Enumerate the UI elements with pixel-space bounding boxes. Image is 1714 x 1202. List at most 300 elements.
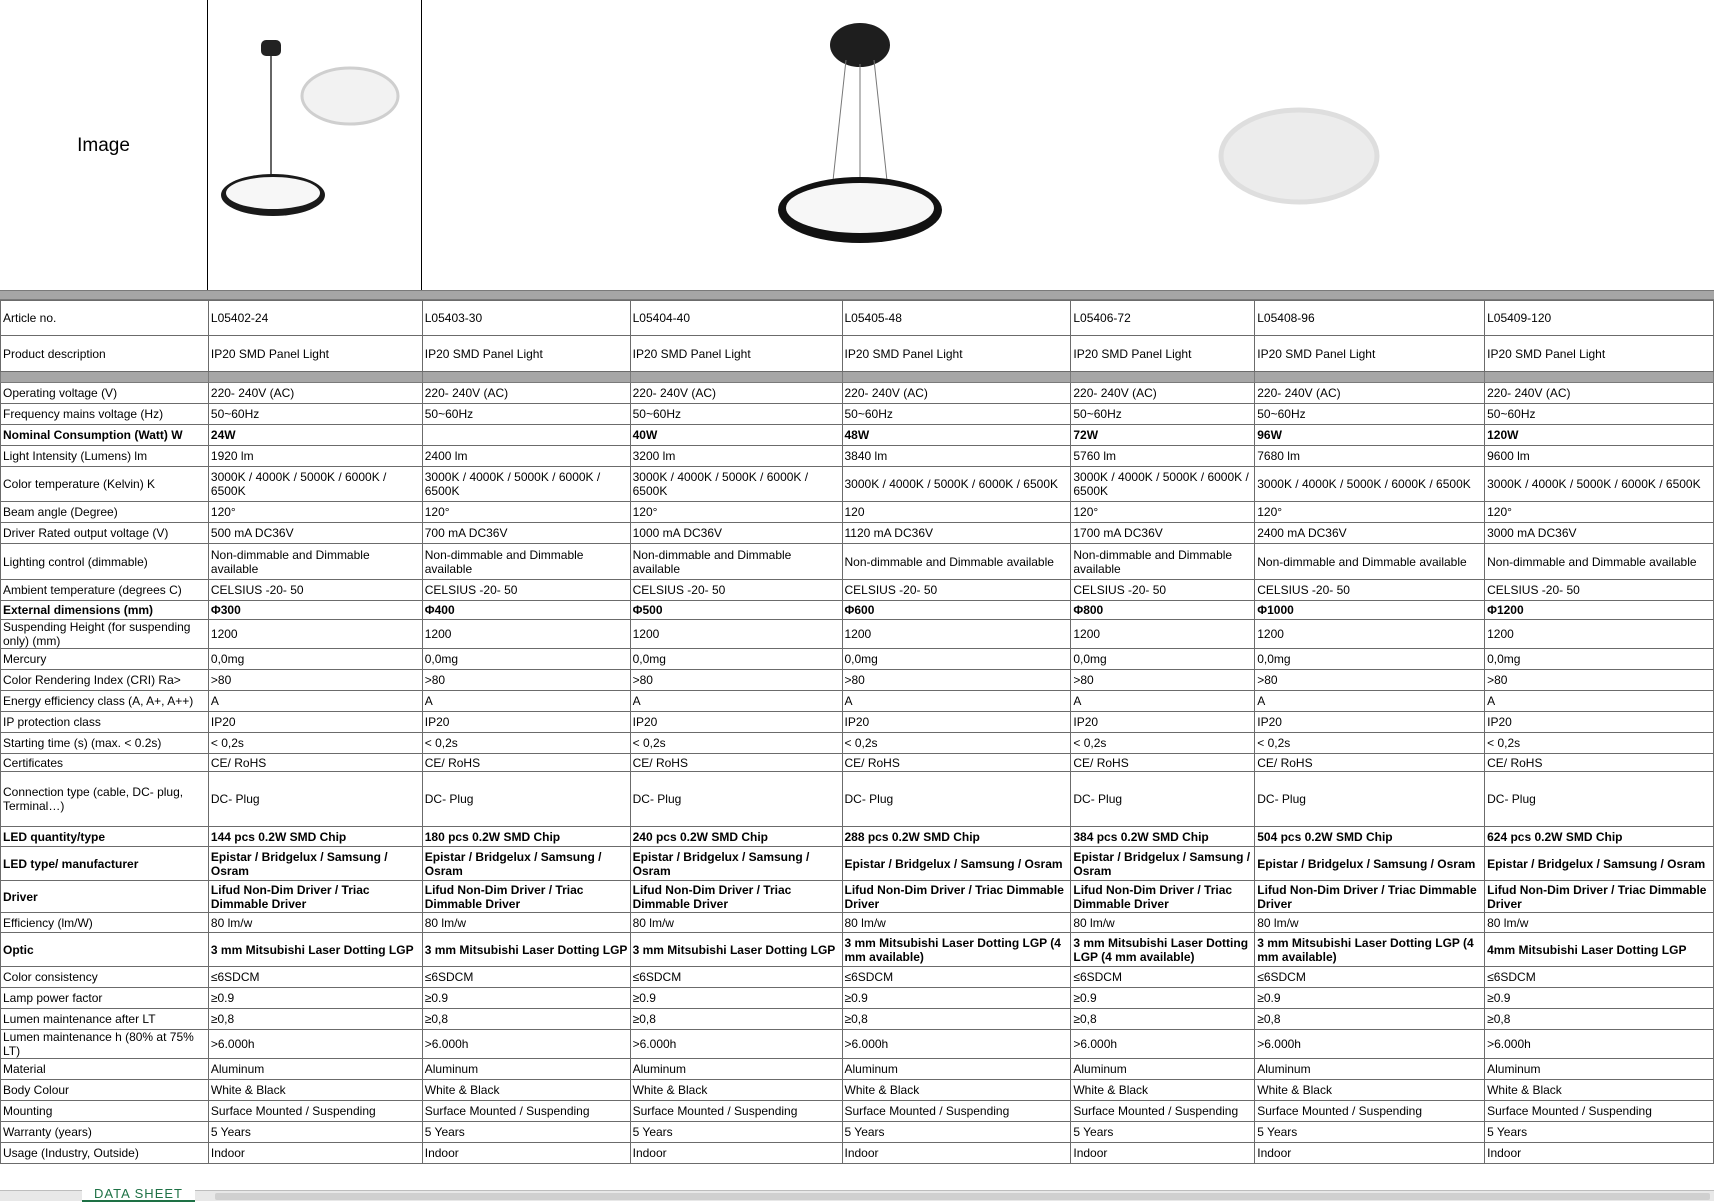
suspension-wire [874,60,888,190]
separator-cell [1,372,209,383]
spec-cell[interactable]: ≥0,8 [630,1009,842,1030]
spec-cell[interactable]: Non-dimmable and Dimmable available [422,544,630,580]
spec-cell[interactable]: 220- 240V (AC) [1485,383,1714,404]
spec-row-desc [1,336,1714,372]
spec-cell[interactable]: L05404-40 [630,301,842,336]
spec-cell[interactable]: 5 Years [1071,1122,1255,1143]
spec-cell[interactable]: ≥0.9 [422,988,630,1009]
spec-cell[interactable]: < 0,2s [1071,733,1255,754]
spec-cell[interactable]: 0,0mg [1485,649,1714,670]
row-label[interactable]: External dimensions (mm) [1,601,209,620]
spec-cell[interactable]: >80 [842,670,1071,691]
spec-cell[interactable]: White & Black [1485,1080,1714,1101]
spec-cell[interactable]: 5 Years [630,1122,842,1143]
spec-cell[interactable]: >6.000h [1255,1030,1485,1059]
spec-cell[interactable]: IP20 SMD Panel Light [422,336,630,372]
spec-cell[interactable]: 0,0mg [208,649,422,670]
spec-cell[interactable]: 40W [630,425,842,446]
spec-cell[interactable]: 220- 240V (AC) [1071,383,1255,404]
spec-cell[interactable]: Lifud Non-Dim Driver / Triac Dimmable Driver [1485,881,1714,913]
spec-cell[interactable]: >6.000h [1071,1030,1255,1059]
spec-cell[interactable]: IP20 SMD Panel Light [208,336,422,372]
spec-cell[interactable]: Lifud Non-Dim Driver / Triac Dimmable Driver [1255,881,1485,913]
spec-cell[interactable]: 2400 lm [422,446,630,467]
spec-cell[interactable]: White & Black [1071,1080,1255,1101]
spec-cell[interactable]: ≤6SDCM [1255,967,1485,988]
spec-cell[interactable]: Lifud Non-Dim Driver / Triac Dimmable Driver [630,881,842,913]
spec-row-usage [1,1143,1714,1164]
spec-cell[interactable]: Φ1200 [1485,601,1714,620]
spec-cell[interactable]: 3 mm Mitsubishi Laser Dotting LGP [630,933,842,967]
tab-data-sheet[interactable]: DATA SHEET [82,1186,195,1202]
spec-cell[interactable]: L05406-72 [1071,301,1255,336]
spec-cell[interactable]: 80 lm/w [630,913,842,933]
spec-cell[interactable]: ≤6SDCM [422,967,630,988]
spec-cell[interactable]: 50~60Hz [1485,404,1714,425]
spec-cell[interactable]: 0,0mg [630,649,842,670]
row-label[interactable]: Operating voltage (V) [1,383,209,404]
spec-cell[interactable]: Aluminum [422,1059,630,1080]
row-label[interactable]: Ambient temperature (degrees C) [1,580,209,601]
spec-row-ledqty [1,827,1714,847]
spec-cell[interactable]: Surface Mounted / Suspending [1485,1101,1714,1122]
spec-cell[interactable]: 1920 lm [208,446,422,467]
separator-cell [422,372,630,383]
spec-cell[interactable]: L05402-24 [208,301,422,336]
section-separator [0,290,1714,300]
spec-row-dims [1,601,1714,620]
spec-cell[interactable]: CELSIUS -20- 50 [1485,580,1714,601]
spec-cell[interactable]: 0,0mg [1255,649,1485,670]
spec-row-susp [1,620,1714,649]
row-label[interactable]: Color temperature (Kelvin) K [1,467,209,502]
spec-cell[interactable]: Epistar / Bridgelux / Samsung / Osram [422,847,630,881]
spec-cell[interactable]: 220- 240V (AC) [422,383,630,404]
spec-cell[interactable]: Indoor [630,1143,842,1164]
spec-cell[interactable]: 72W [1071,425,1255,446]
spec-cell[interactable]: Φ500 [630,601,842,620]
spec-cell[interactable]: Epistar / Bridgelux / Samsung / Osram [630,847,842,881]
spec-cell[interactable]: DC- Plug [422,772,630,827]
row-label[interactable]: Warranty (years) [1,1122,209,1143]
spec-cell[interactable]: 5760 lm [1071,446,1255,467]
spec-cell[interactable]: 50~60Hz [842,404,1071,425]
spec-cell[interactable]: 3 mm Mitsubishi Laser Dotting LGP [208,933,422,967]
row-label[interactable]: Color consistency [1,967,209,988]
spec-cell[interactable]: L05408-96 [1255,301,1485,336]
row-label[interactable]: Connection type (cable, DC- plug, Terminal…) [1,772,209,827]
spec-cell[interactable]: 3200 lm [630,446,842,467]
spec-cell[interactable]: CE/ RoHS [208,754,422,772]
spec-cell[interactable]: Epistar / Bridgelux / Samsung / Osram [1485,847,1714,881]
spec-cell[interactable]: 220- 240V (AC) [842,383,1071,404]
spec-cell[interactable]: 700 mA DC36V [422,523,630,544]
spec-cell[interactable]: < 0,2s [1485,733,1714,754]
spec-cell[interactable]: A [842,691,1071,712]
row-label[interactable]: Lumen maintenance after LT [1,1009,209,1030]
spec-cell[interactable] [422,425,630,446]
spec-cell[interactable]: 7680 lm [1255,446,1485,467]
spec-cell[interactable]: DC- Plug [1485,772,1714,827]
spec-table [0,300,1714,1164]
spec-cell[interactable]: Φ600 [842,601,1071,620]
spec-cell[interactable]: >6.000h [422,1030,630,1059]
spec-cell[interactable]: Non-dimmable and Dimmable available [1485,544,1714,580]
spec-cell[interactable]: Aluminum [842,1059,1071,1080]
spec-cell[interactable]: IP20 [842,712,1071,733]
spec-cell[interactable]: Aluminum [630,1059,842,1080]
spec-cell[interactable]: CELSIUS -20- 50 [630,580,842,601]
spec-cell[interactable]: IP20 [630,712,842,733]
spec-cell[interactable]: IP20 SMD Panel Light [1255,336,1485,372]
spec-cell[interactable]: 120° [630,502,842,523]
spec-cell[interactable]: White & Black [208,1080,422,1101]
row-label[interactable]: Energy efficiency class (A, A+, A++) [1,691,209,712]
spec-cell[interactable]: 80 lm/w [1255,913,1485,933]
spec-cell[interactable]: Surface Mounted / Suspending [1071,1101,1255,1122]
separator-cell [208,372,422,383]
spec-cell[interactable]: Lifud Non-Dim Driver / Triac Dimmable Driver [208,881,422,913]
spec-cell[interactable]: Surface Mounted / Suspending [208,1101,422,1122]
spec-cell[interactable]: < 0,2s [208,733,422,754]
row-label[interactable]: Mounting [1,1101,209,1122]
spec-cell[interactable]: 384 pcs 0.2W SMD Chip [1071,827,1255,847]
spec-cell[interactable]: Non-dimmable and Dimmable available [1255,544,1485,580]
spec-cell[interactable]: Epistar / Bridgelux / Samsung / Osram [1071,847,1255,881]
row-label[interactable]: Lighting control (dimmable) [1,544,209,580]
spec-cell[interactable]: Indoor [422,1143,630,1164]
spec-cell[interactable]: Epistar / Bridgelux / Samsung / Osram [1255,847,1485,881]
spec-cell[interactable]: ≥0,8 [842,1009,1071,1030]
spec-cell[interactable]: 5 Years [422,1122,630,1143]
spec-cell[interactable]: DC- Plug [1255,772,1485,827]
spec-cell[interactable]: 144 pcs 0.2W SMD Chip [208,827,422,847]
spec-cell[interactable]: 5 Years [1485,1122,1714,1143]
spec-cell[interactable]: Aluminum [1255,1059,1485,1080]
spec-cell[interactable]: 220- 240V (AC) [208,383,422,404]
spec-cell[interactable]: 80 lm/w [1485,913,1714,933]
spec-cell[interactable]: 3000 mA DC36V [1485,523,1714,544]
spec-cell[interactable]: 3000K / 4000K / 5000K / 6000K / 6500K [208,467,422,502]
spec-cell[interactable]: 1200 [422,620,630,649]
spec-cell[interactable]: Indoor [842,1143,1071,1164]
row-label[interactable]: Suspending Height (for suspending only) (mm) [1,620,209,649]
spec-cell[interactable]: ≥0.9 [842,988,1071,1009]
spec-cell[interactable]: Surface Mounted / Suspending [842,1101,1071,1122]
spec-cell[interactable]: Lifud Non-Dim Driver / Triac Dimmable Driver [1071,881,1255,913]
spec-cell[interactable]: 0,0mg [842,649,1071,670]
spec-row-voltage [1,383,1714,404]
spec-cell[interactable]: ≥0,8 [208,1009,422,1030]
spec-cell[interactable]: L05409-120 [1485,301,1714,336]
spec-row-colour [1,1080,1714,1101]
spec-cell[interactable]: 50~60Hz [208,404,422,425]
spec-cell[interactable]: 120° [1071,502,1255,523]
spec-cell[interactable]: 3 mm Mitsubishi Laser Dotting LGP (4 mm available) [1255,933,1485,967]
row-label[interactable]: Beam angle (Degree) [1,502,209,523]
spec-cell[interactable]: A [1485,691,1714,712]
spec-cell[interactable]: Φ1000 [1255,601,1485,620]
spec-cell[interactable]: 80 lm/w [422,913,630,933]
spec-cell[interactable]: IP20 [1485,712,1714,733]
spec-cell[interactable]: 3000K / 4000K / 5000K / 6000K / 6500K [842,467,1071,502]
spec-cell[interactable]: DC- Plug [208,772,422,827]
spec-cell[interactable]: White & Black [1255,1080,1485,1101]
spec-cell[interactable]: 288 pcs 0.2W SMD Chip [842,827,1071,847]
spec-cell[interactable]: Indoor [1485,1143,1714,1164]
spec-cell[interactable]: 5 Years [842,1122,1071,1143]
spec-cell[interactable]: 3 mm Mitsubishi Laser Dotting LGP (4 mm available) [842,933,1071,967]
row-label[interactable]: Driver [1,881,209,913]
suspension-wire [832,60,846,190]
spec-cell[interactable]: 0,0mg [1071,649,1255,670]
spec-cell[interactable]: 2400 mA DC36V [1255,523,1485,544]
spec-cell[interactable]: 180 pcs 0.2W SMD Chip [422,827,630,847]
spec-cell[interactable]: 220- 240V (AC) [630,383,842,404]
spec-cell[interactable]: CE/ RoHS [1255,754,1485,772]
spec-cell[interactable]: IP20 [422,712,630,733]
spec-cell[interactable]: >80 [1255,670,1485,691]
spec-cell[interactable]: Surface Mounted / Suspending [1255,1101,1485,1122]
spec-cell[interactable]: 9600 lm [1485,446,1714,467]
spec-cell[interactable]: 5 Years [208,1122,422,1143]
spec-row-pf [1,988,1714,1009]
spec-cell[interactable]: 3000K / 4000K / 5000K / 6000K / 6500K [1255,467,1485,502]
spec-cell[interactable]: >6.000h [1485,1030,1714,1059]
row-label[interactable]: LED quantity/type [1,827,209,847]
row-label[interactable]: Lamp power factor [1,988,209,1009]
row-label[interactable]: Optic [1,933,209,967]
spec-cell[interactable]: A [1071,691,1255,712]
spec-row-lm [1,1009,1714,1030]
spec-cell[interactable]: ≥0,8 [422,1009,630,1030]
spec-cell[interactable]: < 0,2s [630,733,842,754]
row-label[interactable]: Material [1,1059,209,1080]
spec-cell[interactable]: A [208,691,422,712]
spec-cell[interactable]: 3 mm Mitsubishi Laser Dotting LGP (4 mm available) [1071,933,1255,967]
spec-cell[interactable]: 48W [842,425,1071,446]
spec-cell[interactable]: CE/ RoHS [1071,754,1255,772]
spec-row-cct [1,467,1714,502]
spec-cell[interactable]: 3000K / 4000K / 5000K / 6000K / 6500K [630,467,842,502]
spec-cell[interactable]: ≥0.9 [1255,988,1485,1009]
spec-cell[interactable]: Aluminum [1485,1059,1714,1080]
spec-cell[interactable]: >6.000h [208,1030,422,1059]
spec-cell[interactable]: ≥0.9 [1485,988,1714,1009]
spec-row-start [1,733,1714,754]
row-label[interactable]: Article no. [1,301,209,336]
spec-cell[interactable]: CELSIUS -20- 50 [422,580,630,601]
spec-cell[interactable]: 80 lm/w [1071,913,1255,933]
spec-cell[interactable]: Φ400 [422,601,630,620]
spec-cell[interactable]: 120° [422,502,630,523]
spec-cell[interactable]: 0,0mg [422,649,630,670]
spec-cell[interactable]: 1200 [208,620,422,649]
spec-cell[interactable]: 3000K / 4000K / 5000K / 6000K / 6500K [1071,467,1255,502]
spec-cell[interactable]: 120W [1485,425,1714,446]
row-label[interactable]: Starting time (s) (max. < 0.2s) [1,733,209,754]
spec-cell[interactable]: 240 pcs 0.2W SMD Chip [630,827,842,847]
row-label[interactable]: Efficiency (lm/W) [1,913,209,933]
spec-cell[interactable]: 1200 [1071,620,1255,649]
row-label[interactable]: Frequency mains voltage (Hz) [1,404,209,425]
spec-cell[interactable]: Aluminum [1071,1059,1255,1080]
spec-cell[interactable]: CELSIUS -20- 50 [842,580,1071,601]
spec-cell[interactable]: 3000K / 4000K / 5000K / 6000K / 6500K [1485,467,1714,502]
row-label[interactable]: Certificates [1,754,209,772]
spec-row-mount [1,1101,1714,1122]
spec-row-lmh [1,1030,1714,1059]
spec-cell[interactable]: 80 lm/w [842,913,1071,933]
spec-cell[interactable]: 24W [208,425,422,446]
row-label[interactable]: Nominal Consumption (Watt) W [1,425,209,446]
spec-cell[interactable]: 1200 [842,620,1071,649]
spec-cell[interactable]: Lifud Non-Dim Driver / Triac Dimmable Driver [422,881,630,913]
spec-cell[interactable]: Φ300 [208,601,422,620]
spec-cell[interactable]: Lifud Non-Dim Driver / Triac Dimmable Driver [842,881,1071,913]
spec-cell[interactable]: >80 [208,670,422,691]
spec-cell[interactable]: IP20 SMD Panel Light [1071,336,1255,372]
spec-cell[interactable]: CELSIUS -20- 50 [1071,580,1255,601]
spec-cell[interactable]: 1700 mA DC36V [1071,523,1255,544]
spec-cell[interactable]: 624 pcs 0.2W SMD Chip [1485,827,1714,847]
spec-cell[interactable]: ≤6SDCM [1071,967,1255,988]
spec-row-driver [1,881,1714,913]
spec-cell[interactable]: 5 Years [1255,1122,1485,1143]
spec-cell[interactable]: DC- Plug [1071,772,1255,827]
spec-cell[interactable]: IP20 [1071,712,1255,733]
row-label[interactable]: Lumen maintenance h (80% at 75% LT) [1,1030,209,1059]
spec-cell[interactable]: 3840 lm [842,446,1071,467]
spec-cell[interactable]: Aluminum [208,1059,422,1080]
spec-cell[interactable]: < 0,2s [1255,733,1485,754]
spec-cell[interactable]: CE/ RoHS [630,754,842,772]
spec-cell[interactable]: Surface Mounted / Suspending [630,1101,842,1122]
spec-cell[interactable]: 3 mm Mitsubishi Laser Dotting LGP [422,933,630,967]
spec-cell[interactable]: DC- Plug [842,772,1071,827]
spec-cell[interactable]: White & Black [842,1080,1071,1101]
spec-cell[interactable]: 120° [208,502,422,523]
pendant-panel-image[interactable] [208,0,420,290]
spec-cell[interactable]: 1200 [1485,620,1714,649]
spec-cell[interactable]: < 0,2s [842,733,1071,754]
spec-cell[interactable]: 120° [1485,502,1714,523]
spec-cell[interactable]: IP20 SMD Panel Light [1485,336,1714,372]
spec-cell[interactable]: 50~60Hz [1255,404,1485,425]
spec-cell[interactable]: 50~60Hz [1071,404,1255,425]
spec-cell[interactable]: CE/ RoHS [842,754,1071,772]
spec-cell[interactable]: 4mm Mitsubishi Laser Dotting LGP [1485,933,1714,967]
spec-cell[interactable]: L05405-48 [842,301,1071,336]
row-label[interactable]: IP protection class [1,712,209,733]
spec-cell[interactable]: 220- 240V (AC) [1255,383,1485,404]
spec-cell[interactable]: IP20 [208,712,422,733]
spec-cell[interactable]: ≤6SDCM [630,967,842,988]
spec-cell[interactable]: IP20 [1255,712,1485,733]
spec-cell[interactable]: L05403-30 [422,301,630,336]
spec-cell[interactable]: ≥0.9 [630,988,842,1009]
row-label[interactable]: Light Intensity (Lumens) lm [1,446,209,467]
spec-cell[interactable]: ≥0.9 [208,988,422,1009]
spec-cell[interactable]: Φ800 [1071,601,1255,620]
spec-cell[interactable]: 504 pcs 0.2W SMD Chip [1255,827,1485,847]
spec-cell[interactable]: 120° [1255,502,1485,523]
spec-cell[interactable]: Epistar / Bridgelux / Samsung / Osram [842,847,1071,881]
spec-cell[interactable]: >80 [1485,670,1714,691]
spec-cell[interactable]: A [422,691,630,712]
spec-cell[interactable]: < 0,2s [422,733,630,754]
spec-cell[interactable]: 1200 [630,620,842,649]
spec-cell[interactable]: >6.000h [630,1030,842,1059]
spec-cell[interactable]: White & Black [630,1080,842,1101]
horizontal-scrollbar[interactable] [215,1193,1710,1200]
spec-cell[interactable]: CE/ RoHS [1485,754,1714,772]
product-images[interactable] [422,0,1714,290]
spec-row-beam [1,502,1714,523]
spec-cell[interactable]: DC- Plug [630,772,842,827]
pendant-panel-face [786,183,934,233]
row-label[interactable]: Usage (Industry, Outside) [1,1143,209,1164]
spec-cell[interactable]: Indoor [1071,1143,1255,1164]
row-label[interactable]: Product description [1,336,209,372]
spec-cell[interactable]: >80 [422,670,630,691]
spec-cell[interactable]: IP20 SMD Panel Light [630,336,842,372]
spec-cell[interactable]: 500 mA DC36V [208,523,422,544]
spec-cell[interactable]: ≥0,8 [1071,1009,1255,1030]
spec-cell[interactable]: 120 [842,502,1071,523]
spec-cell[interactable]: Indoor [208,1143,422,1164]
spec-cell[interactable]: 96W [1255,425,1485,446]
spec-cell[interactable]: ≤6SDCM [208,967,422,988]
spec-cell[interactable]: IP20 SMD Panel Light [842,336,1071,372]
spec-cell[interactable]: 1200 [1255,620,1485,649]
spec-cell[interactable]: Epistar / Bridgelux / Samsung / Osram [208,847,422,881]
spec-cell[interactable]: Non-dimmable and Dimmable available [842,544,1071,580]
row-label[interactable]: Color Rendering Index (CRI) Ra> [1,670,209,691]
spec-cell[interactable]: 50~60Hz [422,404,630,425]
spec-cell[interactable]: 50~60Hz [630,404,842,425]
row-label[interactable]: LED type/ manufacturer [1,847,209,881]
spec-cell[interactable]: ≤6SDCM [842,967,1071,988]
spec-cell[interactable]: A [1255,691,1485,712]
spec-cell[interactable]: 3000K / 4000K / 5000K / 6000K / 6500K [422,467,630,502]
spec-cell[interactable]: >80 [630,670,842,691]
spec-cell[interactable]: ≥0,8 [1485,1009,1714,1030]
spec-cell[interactable]: 1000 mA DC36V [630,523,842,544]
spec-cell[interactable]: A [630,691,842,712]
image-row-label: Image [77,135,130,156]
spec-cell[interactable]: CELSIUS -20- 50 [1255,580,1485,601]
spec-cell[interactable]: White & Black [422,1080,630,1101]
spec-cell[interactable]: CELSIUS -20- 50 [208,580,422,601]
spec-cell[interactable]: ≥0.9 [1071,988,1255,1009]
spec-cell[interactable]: Surface Mounted / Suspending [422,1101,630,1122]
row-label[interactable]: Body Colour [1,1080,209,1101]
spec-cell[interactable]: >80 [1071,670,1255,691]
spec-cell[interactable]: CE/ RoHS [422,754,630,772]
spec-cell[interactable]: Non-dimmable and Dimmable available [1071,544,1255,580]
spec-cell[interactable]: ≤6SDCM [1485,967,1714,988]
spec-cell[interactable]: ≥0,8 [1255,1009,1485,1030]
spec-cell[interactable]: Non-dimmable and Dimmable available [208,544,422,580]
spec-cell[interactable]: Non-dimmable and Dimmable available [630,544,842,580]
spec-cell[interactable]: >6.000h [842,1030,1071,1059]
spec-cell[interactable]: 80 lm/w [208,913,422,933]
spec-cell[interactable]: 1120 mA DC36V [842,523,1071,544]
row-label[interactable]: Mercury [1,649,209,670]
row-label[interactable]: Driver Rated output voltage (V) [1,523,209,544]
spec-cell[interactable]: Indoor [1255,1143,1485,1164]
